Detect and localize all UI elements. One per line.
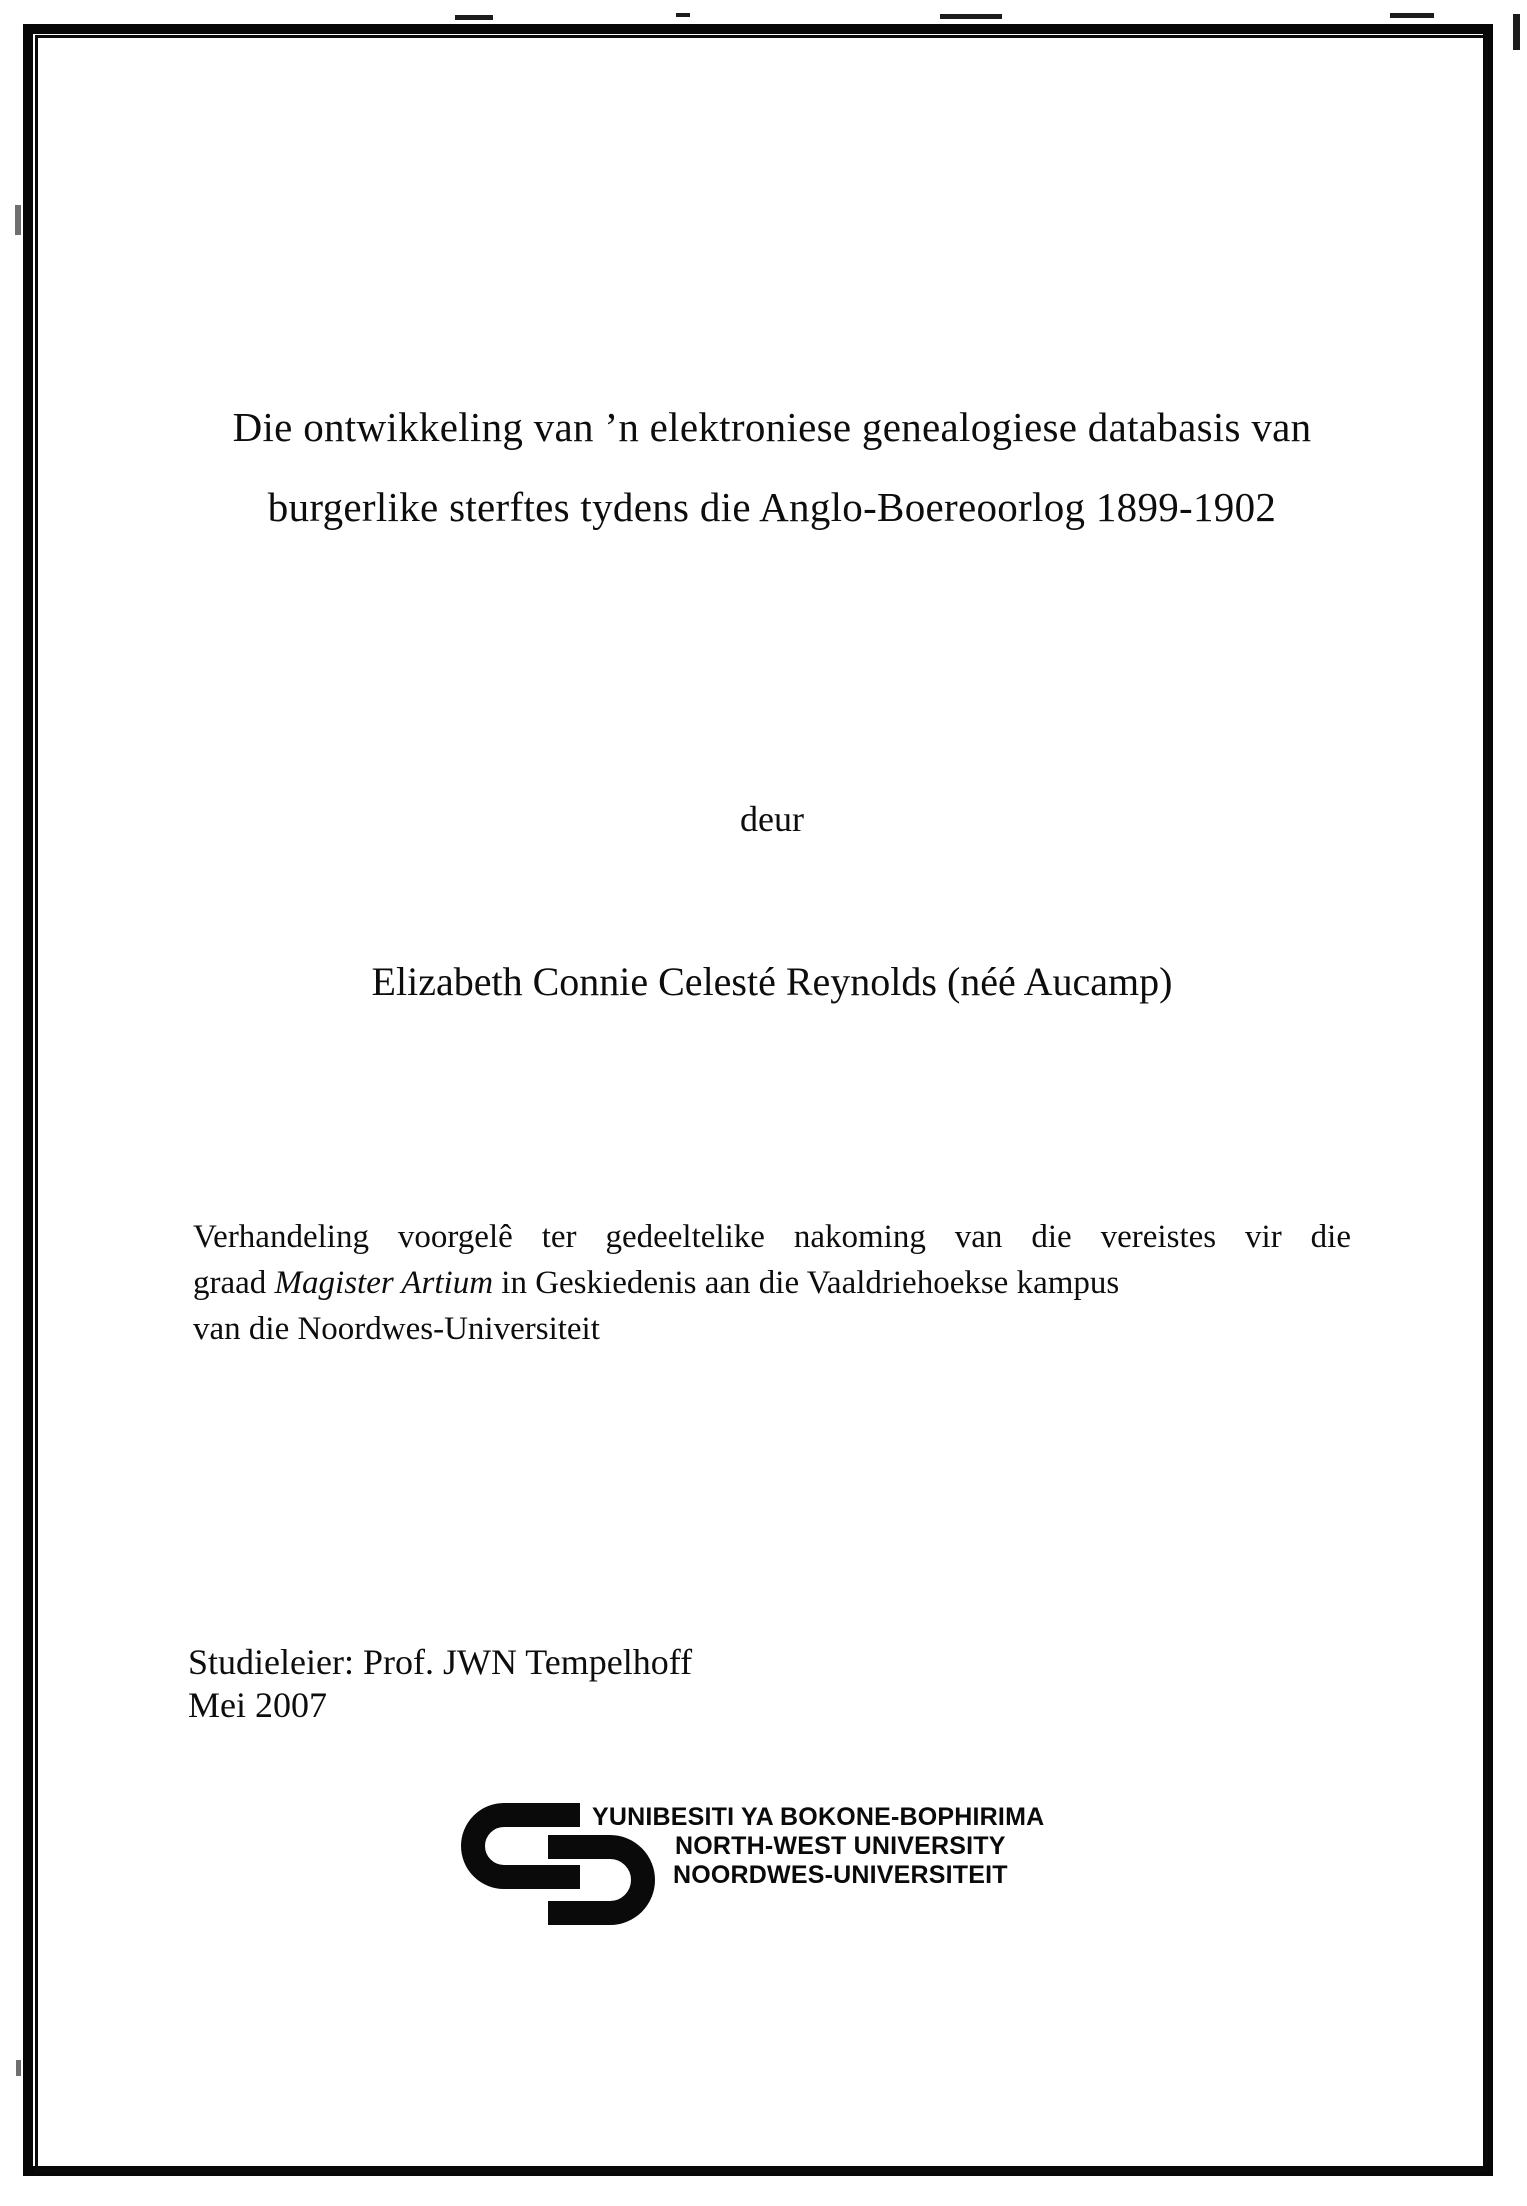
date-line: Mei 2007 bbox=[188, 1685, 327, 1725]
scan-artifact bbox=[16, 2060, 21, 2076]
degree-statement-line2-before: graad bbox=[193, 1265, 275, 1301]
degree-statement-line1: Verhandeling voorgelê ter gedeeltelike nakoming van die vereistes vir die bbox=[193, 1219, 1351, 1255]
thesis-title-line2: burgerlike sterftes tydens die Anglo-Boereoorlog 1899-1902 bbox=[267, 484, 1277, 530]
supervisor-block bbox=[188, 1641, 988, 1727]
byline-label: deur bbox=[740, 799, 804, 839]
degree-statement bbox=[193, 1214, 1351, 1352]
degree-statement-line2 bbox=[193, 1260, 1351, 1306]
scan-artifact bbox=[676, 13, 690, 17]
scan-artifact bbox=[455, 15, 493, 20]
university-name-english: NORTH-WEST UNIVERSITY bbox=[675, 1832, 1006, 1860]
university-wordmark bbox=[592, 1803, 1044, 1890]
degree-statement-line2-after: in Geskiedenis aan die Vaaldriehoekse kampus bbox=[493, 1265, 1120, 1301]
author-name: Elizabeth Connie Celesté Reynolds (néé Aucamp) bbox=[371, 959, 1173, 1004]
scan-artifact bbox=[940, 14, 1002, 19]
degree-statement-line3: van die Noordwes-Universiteit bbox=[193, 1311, 600, 1347]
scan-artifact bbox=[15, 205, 21, 235]
scan-artifact bbox=[1390, 13, 1434, 18]
thesis-title-line1: Die ontwikkeling van ’n elektroniese genealogiese databasis van bbox=[232, 404, 1312, 450]
degree-name-italic: Magister Artium bbox=[274, 1265, 494, 1301]
thesis-title bbox=[193, 387, 1351, 547]
university-name-setswana: YUNIBESITI YA BOKONE-BOPHIRIMA bbox=[592, 1803, 1045, 1831]
university-name-afrikaans: NOORDWES-UNIVERSITEIT bbox=[673, 1861, 1008, 1889]
scan-artifact bbox=[1513, 14, 1520, 50]
supervisor-line: Studieleier: Prof. JWN Tempelhoff bbox=[188, 1642, 693, 1682]
